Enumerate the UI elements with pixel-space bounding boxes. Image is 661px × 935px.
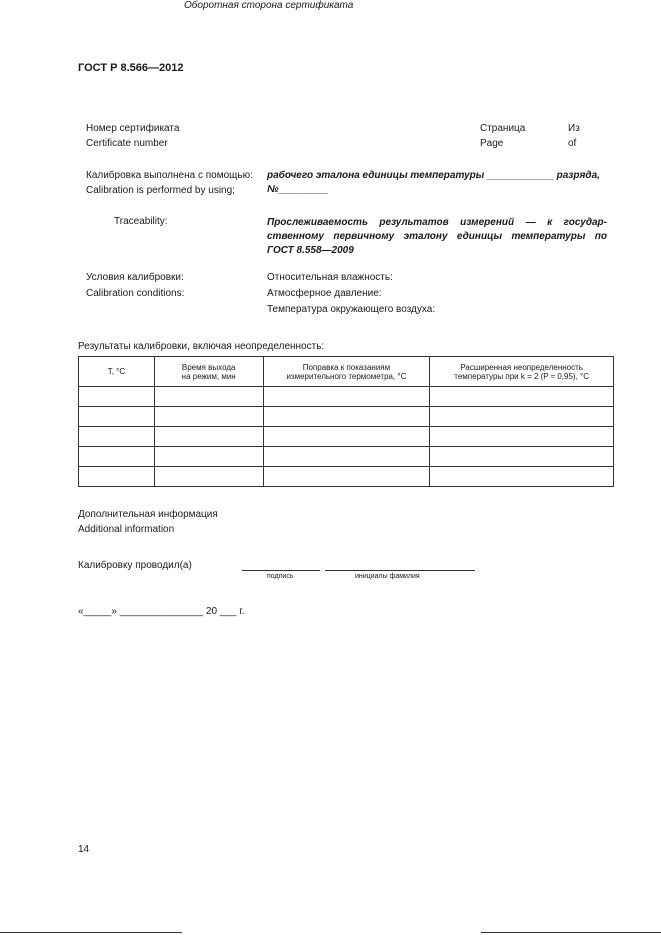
table-cell <box>79 407 155 427</box>
additional-info-en: Additional information <box>78 524 175 535</box>
date-line: «_____» _______________ 20 ___ г. <box>78 606 245 617</box>
name-caption: инициалы фамилия <box>355 573 420 580</box>
performed-by-value-line1: рабочего эталона единицы температуры ____________ разряда, <box>267 170 600 181</box>
table-cell <box>430 467 614 487</box>
title-rule-right <box>481 932 661 933</box>
additional-info-ru: Дополнительная информация <box>78 509 218 520</box>
table-cell <box>79 467 155 487</box>
header-warmup-line1: Время выхода <box>181 362 236 372</box>
signature-caption: подпись <box>267 573 294 580</box>
table-cell <box>79 447 155 467</box>
performed-by-value-line2: №_________ <box>267 184 329 195</box>
header-correction-line1: Поправка к показаниям <box>302 362 391 372</box>
table-cell <box>154 447 263 467</box>
pressure-label: Атмосферное давление: <box>267 288 382 299</box>
signature-line <box>242 570 320 571</box>
header-warmup-line2: на режим, мин <box>181 371 236 381</box>
table-cell <box>263 407 430 427</box>
traceability-line2: ственному первичному эталону единицы температуры по <box>267 231 607 242</box>
performed-by-en: Calibration is performed by using; <box>86 185 235 196</box>
title-rule-left <box>0 932 182 933</box>
header-correction-line2: измерительного термометра, °C <box>286 371 407 381</box>
table-cell <box>263 447 430 467</box>
certificate-number-ru: Номер сертификата <box>86 123 180 134</box>
table-cell <box>263 467 430 487</box>
table-cell <box>430 387 614 407</box>
humidity-label: Относительная влажность: <box>267 272 393 283</box>
results-title: Результаты калибровки, включая неопределенность: <box>78 341 325 352</box>
side-title <box>0 0 536 14</box>
header-uncertainty-line1: Расширенная неопределенность <box>460 362 583 372</box>
header-warmup-time <box>154 357 263 387</box>
conditions-ru: Условия калибровки: <box>86 272 184 283</box>
page-label-ru: Страница <box>480 123 526 134</box>
of-label-en: of <box>568 138 577 149</box>
table-cell <box>154 407 263 427</box>
table-row <box>79 387 614 407</box>
table-row <box>79 427 614 447</box>
name-line <box>325 570 475 571</box>
results-table <box>78 356 614 487</box>
table-cell <box>154 427 263 447</box>
side-title-text: Оборотная сторона сертификата <box>184 0 354 11</box>
table-cell <box>430 447 614 467</box>
page-number: 14 <box>78 844 90 855</box>
air-temperature-label: Температура окружающего воздуха: <box>267 304 436 315</box>
calibrated-by-label: Калибровку проводил(а) <box>78 560 192 571</box>
conditions-en: Calibration conditions: <box>86 288 185 299</box>
of-label-ru: Из <box>568 123 580 134</box>
table-cell <box>79 387 155 407</box>
table-cell <box>154 467 263 487</box>
table-row <box>79 467 614 487</box>
table-cell <box>430 407 614 427</box>
performed-by-ru: Калибровка выполнена с помощью: <box>86 170 253 181</box>
traceability-line1: Прослеживаемость результатов измерений — к государ- <box>267 217 607 228</box>
table-row <box>79 447 614 467</box>
table-cell <box>430 427 614 447</box>
traceability-text <box>267 216 607 258</box>
table-cell <box>263 427 430 447</box>
document-header: ГОСТ Р 8.566—2012 <box>78 62 184 74</box>
table-row <box>79 407 614 427</box>
results-header-row <box>79 357 614 387</box>
header-uncertainty <box>430 357 614 387</box>
table-cell <box>263 387 430 407</box>
table-cell <box>79 427 155 447</box>
traceability-line3: ГОСТ 8.558—2009 <box>267 245 354 256</box>
traceability-label: Traceability: <box>114 216 168 227</box>
certificate-number-en: Certificate number <box>86 138 168 149</box>
page-label-en: Page <box>480 138 504 149</box>
header-temperature: T, °C <box>79 357 155 387</box>
header-correction <box>263 357 430 387</box>
table-cell <box>154 387 263 407</box>
header-uncertainty-line2: температуры при k = 2 (P ≈ 0,95), °C <box>454 371 589 381</box>
